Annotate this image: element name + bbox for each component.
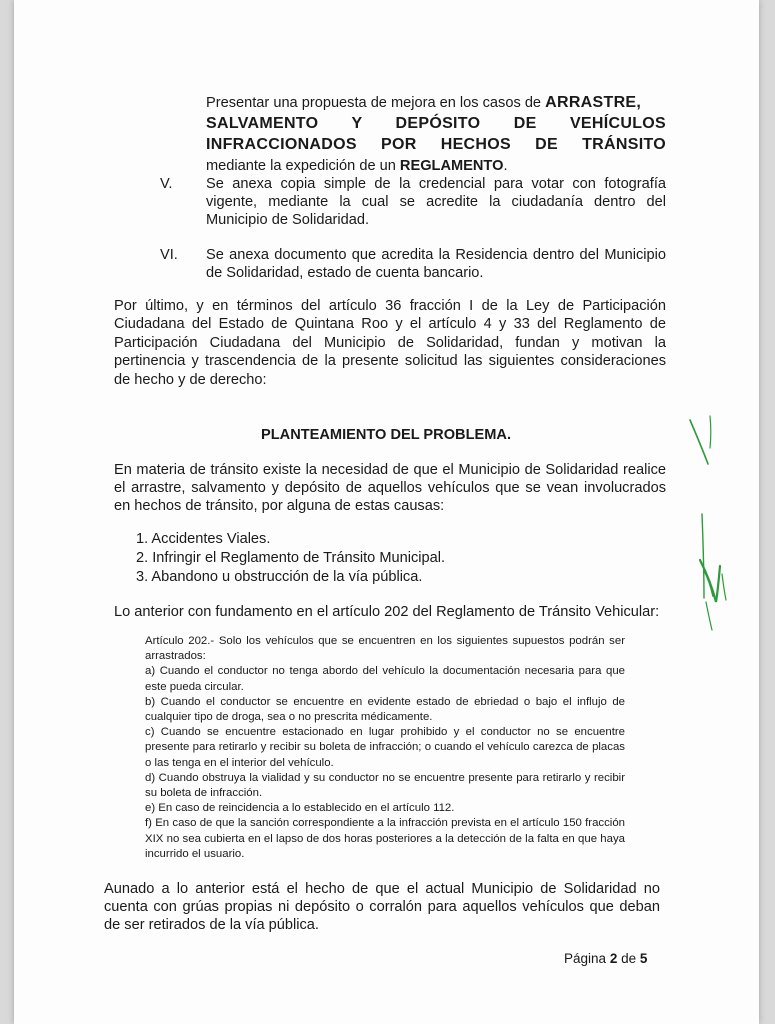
foundation-line: Lo anterior con fundamento en el artículo 202 del Reglamento de Tránsito Vehicular: xyxy=(114,604,660,620)
item-text-vi: Se anexa documento que acredita la Residencia dentro del Municipio de Solidaridad, estado de cuenta bancario. xyxy=(206,247,666,281)
intro-paragraph: En materia de tránsito existe la necesidad de que el Municipio de Solidaridad realice el arrastre, salvamento y depósito de aquellos vehículos que se vean involucrados en hechos de tránsito, por alguna de estas causas: xyxy=(114,462,666,514)
proposal-line-4: mediante la expedición de un REGLAMENTO. xyxy=(206,158,508,174)
list-item: 2. Infringir el Reglamento de Tránsito Municipal. xyxy=(136,550,446,566)
quote-paragraph: d) Cuando obstruya la vialidad y su conductor no se encuentre presente para retirarlo y recibir su boleta de infracción. xyxy=(145,771,625,800)
item-number-vi: VI. xyxy=(160,247,178,263)
final-paragraph: Aunado a lo anterior está el hecho de que el actual Municipio de Solidaridad no cuenta con grúas propias ni depósito o corralón para aquellos vehículos que deban de ser retirados de la vía pública. xyxy=(104,881,660,933)
quote-paragraph: f) En caso de que la sanción correspondiente a la infracción prevista en el artículo 150 fracción XIX no sea cubierta en el lapso de dos horas posteriores a la detección de la falta en que haya incurrido el usuario. xyxy=(145,817,625,860)
signature-mark-top xyxy=(680,412,730,472)
item-number-v: V. xyxy=(160,176,173,192)
quote-paragraph: b) Cuando el conductor se encuentre en evidente estado de ebriedad o bajo el influjo de cualquier tipo de droga, sea o no prescrita médicamente. xyxy=(145,695,625,724)
proposal-line-2: SALVAMENTO Y DEPÓSITO DE VEHÍCULOS xyxy=(206,115,666,132)
quote-paragraph: e) En caso de reincidencia a lo establecido en el artículo 112. xyxy=(145,802,455,815)
document-page xyxy=(14,0,759,1024)
page-number: Página 2 de 5 xyxy=(564,951,648,966)
section-title: PLANTEAMIENTO DEL PROBLEMA. xyxy=(261,427,511,443)
quote-paragraph: a) Cuando el conductor no tenga abordo del vehículo la documentación necesaria para que este pueda circular. xyxy=(145,665,625,693)
closing-paragraph: Por último, y en términos del artículo 36 fracción I de la Ley de Participación Ciudadana del Estado de Quintana Roo y el artículo 4 y 33 del Reglamento de Participación Ciudadana del Municipio de Solidaridad, fundan y motivan la pertinencia y trascendencia de la presente solicitud las siguientes consideraciones de hecho y de derecho: xyxy=(114,298,666,388)
quote-paragraph: c) Cuando se encuentre estacionado en lugar prohibido y el conductor no se encuentre presente para retirarlo y recibir su boleta de infracción; o cuando el vehículo carezca de placas o las tenga en el interior del vehículo. xyxy=(145,726,625,769)
list-item: 1. Accidentes Viales. xyxy=(136,531,271,547)
causes-list xyxy=(136,530,556,587)
item-text-v: Se anexa copia simple de la credencial para votar con fotografía vigente, mediante la cual se acredite la ciudadanía dentro del Municipio de Solidaridad. xyxy=(206,176,666,228)
list-item: 3. Abandono u obstrucción de la vía pública. xyxy=(136,569,423,585)
quote-paragraph: Artículo 202.- Solo los vehículos que se encuentren en los siguientes supuestos podrán ser arrastrados: xyxy=(145,635,625,663)
proposal-line-3: INFRACCIONADOS POR HECHOS DE TRÁNSITO xyxy=(206,136,666,153)
proposal-line-1: Presentar una propuesta de mejora en los casos de ARRASTRE, xyxy=(206,94,642,111)
signature-mark-bottom xyxy=(682,510,732,635)
article-202-quote xyxy=(145,634,625,862)
